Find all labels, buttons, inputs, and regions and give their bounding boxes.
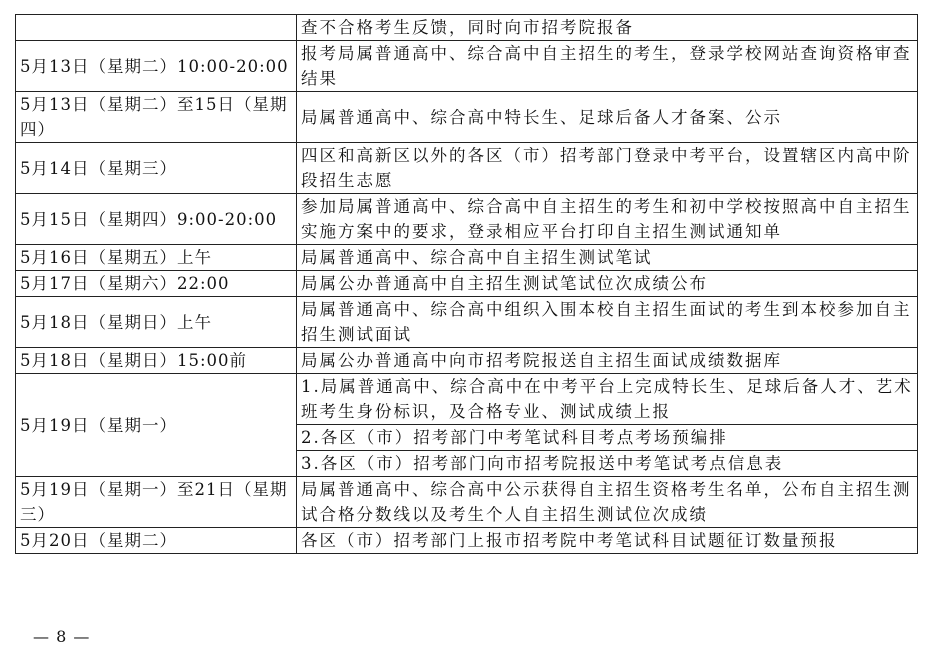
item-cell: 1.局属普通高中、综合高中在中考平台上完成特长生、足球后备人才、艺术班考生身份标识，及合格专业、测试成绩上报	[297, 374, 918, 425]
item-cell: 局属普通高中、综合高中自主招生测试笔试	[297, 245, 918, 271]
item-cell: 局属普通高中、综合高中组织入围本校自主招生面试的考生到本校参加自主招生测试面试	[297, 297, 918, 348]
item-cell: 局属普通高中、综合高中特长生、足球后备人才备案、公示	[297, 92, 918, 143]
table-row	[16, 245, 918, 271]
date-cell: 5月16日（星期五）上午	[16, 245, 297, 271]
date-cell: 5月18日（星期日）上午	[16, 297, 297, 348]
table-row	[16, 477, 918, 528]
item-cell: 3.各区（市）招考部门向市招考院报送中考笔试考点信息表	[297, 451, 918, 477]
item-cell: 局属公办普通高中向市招考院报送自主招生面试成绩数据库	[297, 348, 918, 374]
item-cell: 2.各区（市）招考部门中考笔试科目考点考场预编排	[297, 425, 918, 451]
schedule-table-body	[16, 15, 918, 554]
date-cell: 5月14日（星期三）	[16, 143, 297, 194]
item-cell: 报考局属普通高中、综合高中自主招生的考生，登录学校网站查询资格审查结果	[297, 41, 918, 92]
table-row	[16, 15, 918, 41]
date-cell: 5月18日（星期日）15:00前	[16, 348, 297, 374]
date-cell: 5月20日（星期二）	[16, 528, 297, 554]
table-row	[16, 194, 918, 245]
item-cell: 四区和高新区以外的各区（市）招考部门登录中考平台，设置辖区内高中阶段招生志愿	[297, 143, 918, 194]
date-cell: 5月19日（星期一）	[16, 374, 297, 477]
table-row	[16, 92, 918, 143]
table-row	[16, 143, 918, 194]
date-cell: 5月17日（星期六）22:00	[16, 271, 297, 297]
item-cell: 局属普通高中、综合高中公示获得自主招生资格考生名单，公布自主招生测试合格分数线以及考生个人自主招生测试位次成绩	[297, 477, 918, 528]
page-number: — 8 —	[33, 627, 91, 646]
date-cell: 5月13日（星期二）10:00-20:00	[16, 41, 297, 92]
table-row	[16, 297, 918, 348]
table-row	[16, 528, 918, 554]
item-cell: 各区（市）招考部门上报市招考院中考笔试科目试题征订数量预报	[297, 528, 918, 554]
table-row	[16, 348, 918, 374]
date-cell: 5月15日（星期四）9:00-20:00	[16, 194, 297, 245]
date-cell: 5月19日（星期一）至21日（星期三）	[16, 477, 297, 528]
date-cell	[16, 15, 297, 41]
schedule-table	[15, 14, 918, 554]
item-cell: 参加局属普通高中、综合高中自主招生的考生和初中学校按照高中自主招生实施方案中的要求，登录相应平台打印自主招生测试通知单	[297, 194, 918, 245]
table-row	[16, 374, 918, 425]
item-cell: 局属公办普通高中自主招生测试笔试位次成绩公布	[297, 271, 918, 297]
item-cell: 查不合格考生反馈，同时向市招考院报备	[297, 15, 918, 41]
table-row	[16, 41, 918, 92]
table-row	[16, 271, 918, 297]
date-cell: 5月13日（星期二）至15日（星期四）	[16, 92, 297, 143]
